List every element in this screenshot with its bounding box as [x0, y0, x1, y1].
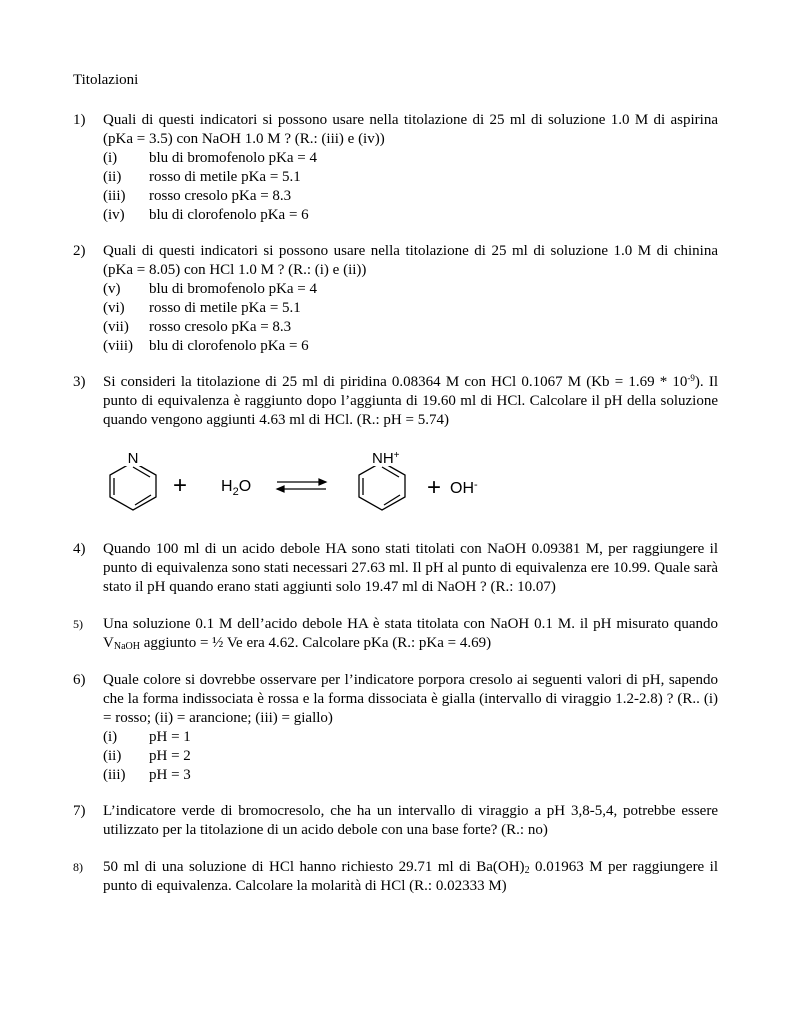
question-6: [73, 671, 718, 785]
exponent: -9: [687, 373, 695, 383]
option-item: [103, 766, 718, 785]
option-number: (viii): [103, 338, 133, 354]
option-number: (i): [103, 729, 118, 745]
option-text: blu di clorofenolo pKa = 6: [149, 207, 309, 223]
option-item: [103, 299, 718, 318]
option-number: (v): [103, 281, 121, 297]
question-2: [73, 242, 718, 356]
option-item: [103, 728, 718, 747]
option-text: pH = 3: [149, 767, 191, 783]
option-text: pH = 2: [149, 748, 191, 764]
option-text: blu di bromofenolo pKa = 4: [149, 281, 318, 297]
pyridinium-nh: NH+: [372, 450, 400, 467]
nitrogen-atom: N: [127, 450, 139, 467]
question-text: Si consideri la titolazione di 25 ml di piridina 0.08364 M con HCl 0.1067 M $(Kb = 1.69 * 10^{-9})$. Il punto di equivalenza è raggiunto dopo l’aggiunta di 19.60 ml di HCl. Calcolare il pH della soluzione quando vengono aggiunti 4.63 ml di HCl. (R.: pH = 5.74): [103, 373, 718, 428]
equilibrium-arrows: [277, 479, 326, 492]
question-1: [73, 111, 718, 225]
option-item: [103, 318, 718, 337]
option-number: (ii): [103, 169, 122, 185]
question-number: 4): [73, 541, 86, 557]
water-formula: $H_2O$: [221, 478, 252, 498]
plus-sign: +: [426, 474, 442, 501]
question-text: L’indicatore verde di bromocresolo, che ha un intervallo di viraggio a pH 3,8-5,4, potrebbe essere utilizzato per la titolazione di un acido debole con una base forte? (R.: no): [103, 803, 718, 838]
question-number: 7): [73, 803, 86, 819]
question-text: Quali di questi indicatori si possono usare nella titolazione di 25 ml di soluzione 1.0 M di aspirina (pKa = 3.5) con NaOH 1.0 M ? (R.: (iii) e (iv)): [103, 112, 718, 147]
option-text: blu di clorofenolo pKa = 6: [149, 338, 309, 354]
option-item: [103, 187, 718, 206]
option-text: rosso di metile pKa = 5.1: [149, 169, 301, 185]
question-number: 3): [73, 374, 86, 390]
pyridine-protonation-reaction: [100, 446, 500, 521]
question-3: [73, 373, 718, 430]
question-5: [73, 615, 718, 653]
subscript: 2: [524, 865, 530, 876]
option-number: (i): [103, 150, 118, 166]
question-number: 8): [73, 860, 83, 874]
question-number: 6): [73, 672, 86, 688]
question-text: Quali di questi indicatori si possono usare nella titolazione di 25 ml di soluzione 1.0 M di chinina (pKa = 8.05) con HCl 1.0 M ? (R.: (i) e (ii)): [103, 243, 718, 278]
option-text: rosso cresolo pKa = 8.3: [149, 188, 292, 204]
option-text: rosso cresolo pKa = 8.3: [149, 319, 292, 335]
option-text: blu di bromofenolo pKa = 4: [149, 150, 318, 166]
hydroxide-ion: OH-: [450, 479, 478, 497]
option-item: [103, 168, 718, 187]
question-number: 2): [73, 243, 86, 259]
option-text: pH = 1: [149, 729, 191, 745]
option-text: rosso di metile pKa = 5.1: [149, 300, 301, 316]
page-title: Titolazioni: [73, 72, 139, 88]
option-number: (vi): [103, 300, 125, 316]
question-text: Quale colore si dovrebbe osservare per l’indicatore porpora cresolo ai seguenti valori di pH, sapendo che la forma indissociata è rossa e la forma dissociata è gialla (intervallo di viraggio 1.2-2.8) ? (R.. (i) = rosso; (ii) = arancione; (iii) = giallo): [103, 672, 718, 726]
pyridinium-structure: [359, 462, 405, 510]
option-item: [103, 747, 718, 766]
plus-sign: +: [172, 472, 188, 499]
option-number: (iv): [103, 207, 125, 223]
question-number: 5): [73, 617, 83, 631]
question-number: 1): [73, 112, 86, 128]
question-7: [73, 802, 718, 840]
option-number: (vii): [103, 319, 129, 335]
question-text: Una soluzione 0.1 M dell’acido debole HA è stata titolata con NaOH 0.1 M. il pH misurato quando $V_{NaOH}$ aggiunto = ½ Ve era 4.62. Calcolare pKa (R.: pKa = 4.69): [103, 616, 718, 652]
question-4: [73, 540, 718, 597]
option-item: [103, 206, 718, 225]
pyridine-structure: [110, 462, 156, 510]
option-item: [103, 280, 718, 299]
option-number: (ii): [103, 748, 122, 764]
option-number: (iii): [103, 767, 126, 783]
question-text: 50 ml di una soluzione di HCl hanno richiesto 29.71 ml di $Ba(OH)_2$ 0.01963 M per raggiungere il punto di equivalenza. Calcolare la molarità di HCl (R.: 0.02333 M): [103, 859, 718, 894]
question-8: [73, 858, 718, 896]
question-text: Quando 100 ml di un acido debole HA sono stati titolati con NaOH 0.09381 M, per raggiungere il punto di equivalenza sono stati necessari 27.63 ml. Il pH al punto di equivalenza ere 10.99. Quale sarà stato il pH quando erano stati aggiunti solo 19.47 ml di NaOH ? (R.: 10.07): [103, 541, 718, 595]
subscript: NaOH: [113, 641, 140, 652]
option-item: [103, 337, 718, 356]
option-item: [103, 149, 718, 168]
option-number: (iii): [103, 188, 126, 204]
